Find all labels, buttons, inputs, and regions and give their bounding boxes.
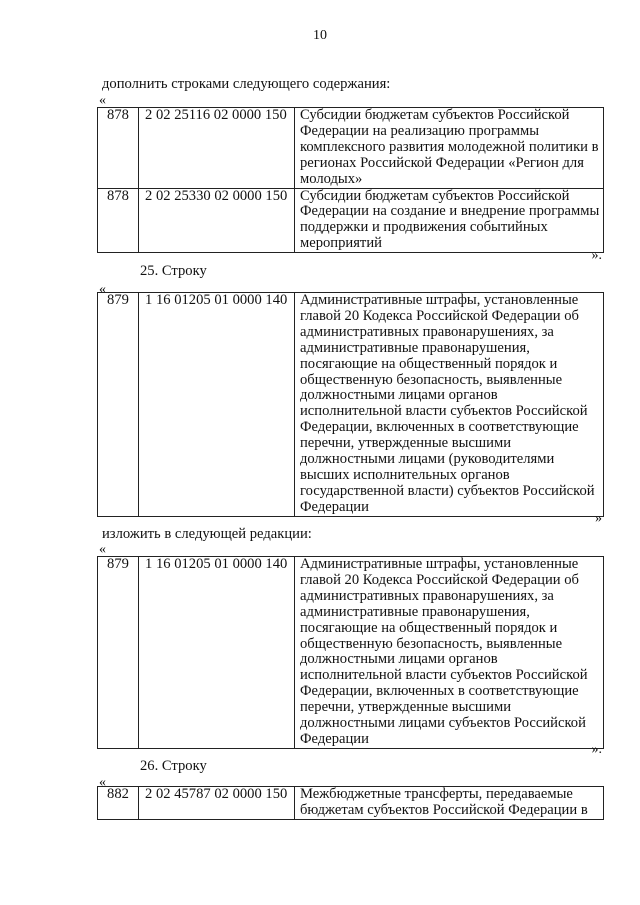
table-row [98, 108, 604, 189]
open-quote-2: « [99, 282, 106, 297]
intro-text: дополнить строками следующего содержания: [102, 76, 391, 92]
description-cell: Субсидии бюджетам субъектов Российской Федерации на создание и внедрение программы поддержки и продвижения событийных мероприятий [295, 188, 604, 253]
table-current-row [97, 292, 604, 517]
admin-code-cell: 878 [98, 108, 139, 189]
table-row [98, 188, 604, 253]
description-cell: Субсидии бюджетам субъектов Российской Федерации на реализацию программы комплексного развития молодежной политики в регионах Российской Федерации «Регион для молодых» [295, 108, 604, 189]
table-added-rows [97, 107, 604, 253]
admin-code-cell: 878 [98, 188, 139, 253]
table-row [98, 557, 604, 749]
kbk-code-cell: 1 16 01205 01 0000 140 [139, 293, 295, 517]
description-cell: Административные штрафы, установленные главой 20 Кодекса Российской Федерации об административных правонарушениях, за административные правонарушения, посягающие на общественный порядок и общественную безопасность, выявленные должностными лицами органов исполнительной власти субъектов Российской Федерации, включенных в соответствующие перечни, утвержденные высшими должностными лицами (руководителями высших исполнительных органов государственной власти) субъектов Российской Федерации [295, 293, 604, 517]
admin-code-cell: 879 [98, 293, 139, 517]
description-cell: Административные штрафы, установленные главой 20 Кодекса Российской Федерации об административных правонарушениях, за административные правонарушения, посягающие на общественный порядок и общественную безопасность, выявленные должностными лицами органов исполнительной власти субъектов Российской Федерации, включенных в соответствующие перечни, утвержденные высшими должностными лицами субъектов Российской Федерации [295, 557, 604, 749]
open-quote-4: « [99, 775, 106, 790]
table-row [98, 293, 604, 517]
item-25-heading: 25. Строку [140, 263, 207, 279]
close-quote-2: » [595, 511, 602, 526]
open-quote-1: « [99, 93, 106, 108]
admin-code-cell: 879 [98, 557, 139, 749]
kbk-code-cell: 2 02 25116 02 0000 150 [139, 108, 295, 189]
table-new-row [97, 556, 604, 749]
restate-text: изложить в следующей редакции: [102, 526, 312, 542]
kbk-code-cell: 2 02 45787 02 0000 150 [139, 787, 295, 820]
close-quote-1: ». [591, 248, 602, 263]
close-quote-3: ». [591, 742, 602, 757]
kbk-code-cell: 1 16 01205 01 0000 140 [139, 557, 295, 749]
table-row [98, 787, 604, 820]
page-number: 10 [313, 28, 327, 43]
kbk-code-cell: 2 02 25330 02 0000 150 [139, 188, 295, 253]
item-26-heading: 26. Строку [140, 758, 207, 774]
table-item-26 [97, 786, 604, 820]
description-cell: Межбюджетные трансферты, передаваемые бюджетам субъектов Российской Федерации в [295, 787, 604, 820]
admin-code-cell: 882 [98, 787, 139, 820]
open-quote-3: « [99, 542, 106, 557]
